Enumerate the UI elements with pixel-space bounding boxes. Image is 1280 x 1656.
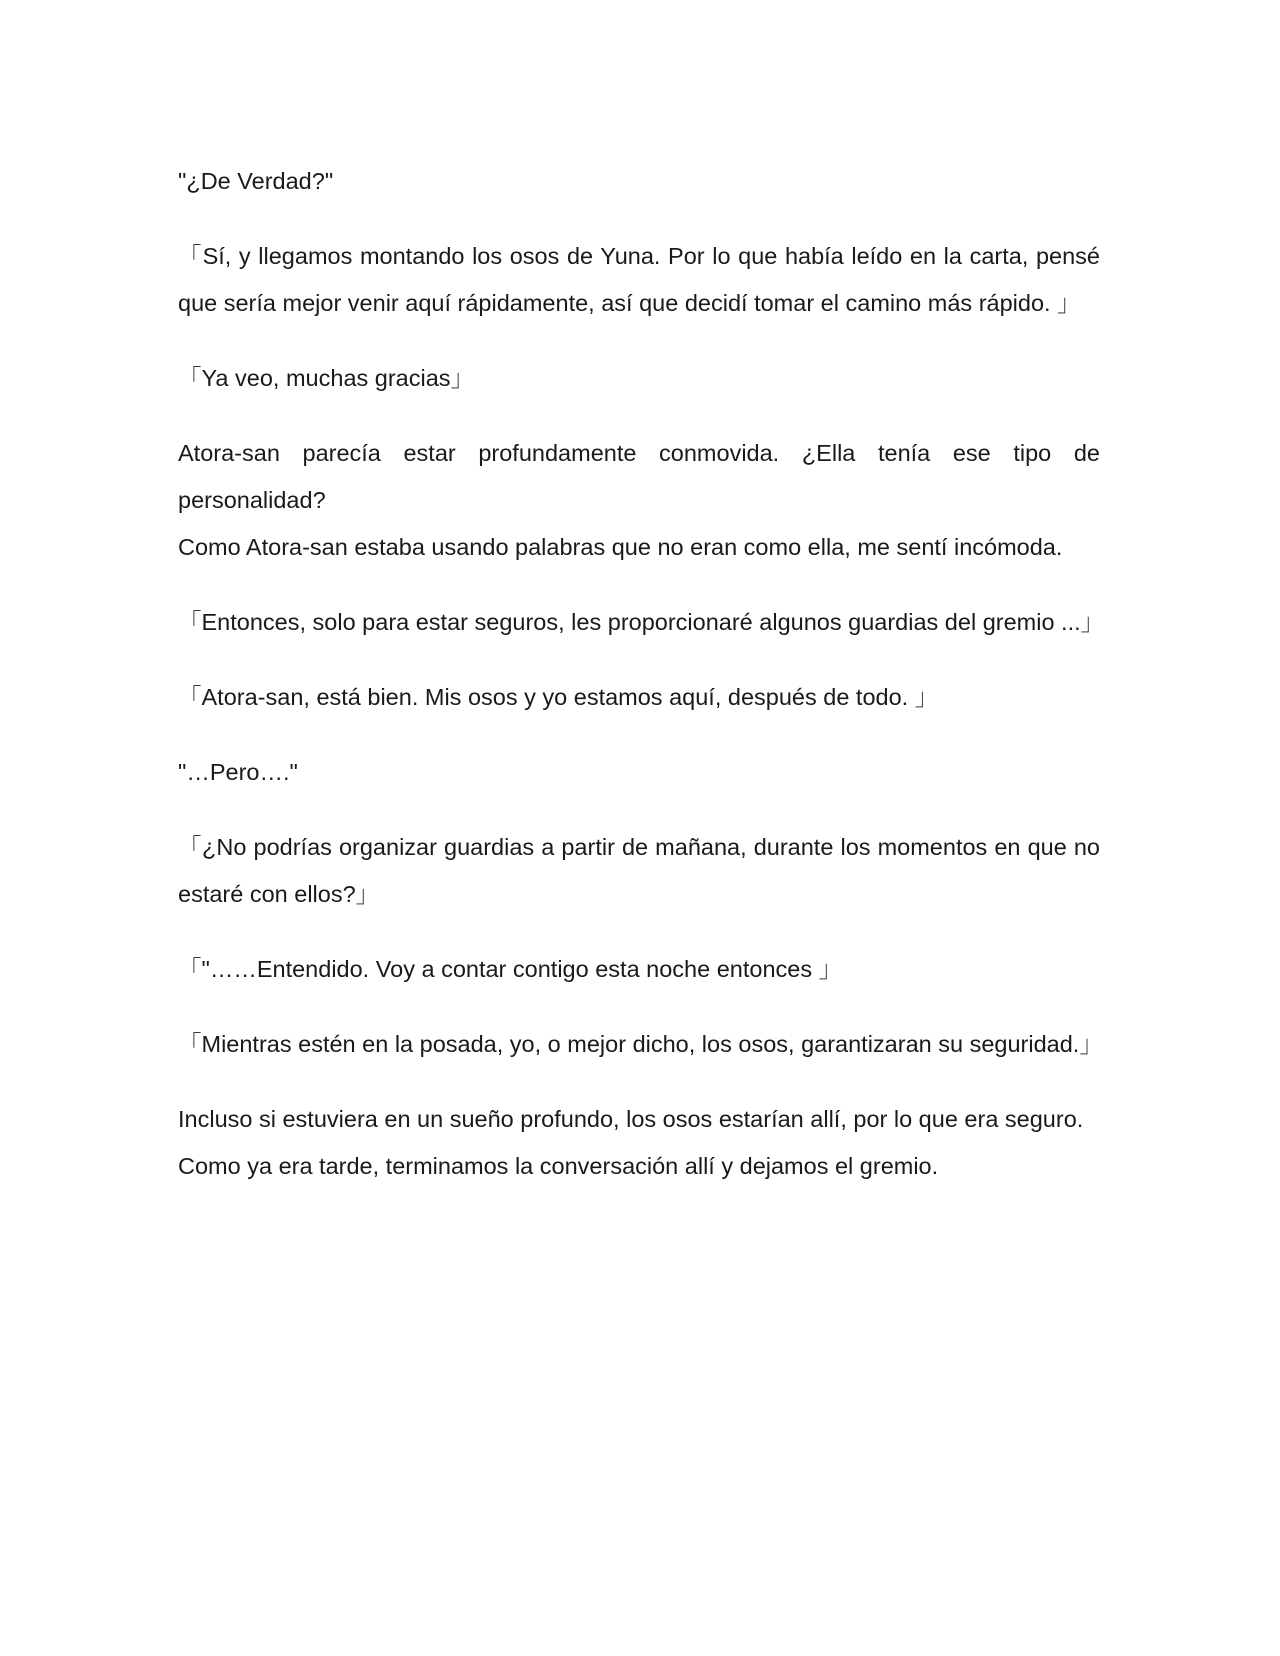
paragraph-3: 「Ya veo, muchas gracias」 (178, 365, 475, 391)
paragraph-6: 「Entonces, solo para estar seguros, les proporcionaré algunos guardias del gremio ...」 (178, 609, 1105, 635)
paragraph-12: Incluso si estuviera en un sueño profundo, los osos estarían allí, por lo que era seguro. (178, 1106, 1084, 1132)
paragraph-9: 「¿No podrías organizar guardias a partir de mañana, durante los momentos en que no estaré con ellos?」 (178, 834, 1100, 907)
paragraph-1: "¿De Verdad?" (178, 168, 334, 194)
paragraph-4: Atora-san parecía estar profundamente conmovida. ¿Ella tenía ese tipo de personalidad? (178, 440, 1100, 513)
document-page (178, 158, 1105, 1190)
paragraph-7: 「Atora-san, está bien. Mis osos y yo estamos aquí, después de todo. 」 (178, 684, 939, 710)
paragraph-10: 「"……Entendido. Voy a contar contigo esta noche entonces 」 (178, 956, 843, 982)
paragraph-11: 「Mientras estén en la posada, yo, o mejor dicho, los osos, garantizaran su seguridad.」 (178, 1031, 1103, 1057)
paragraph-2: 「Sí, y llegamos montando los osos de Yuna. Por lo que había leído en la carta, pensé que sería mejor venir aquí rápidamente, así que decidí tomar el camino más rápido. 」 (178, 243, 1100, 316)
paragraph-13: Como ya era tarde, terminamos la conversación allí y dejamos el gremio. (178, 1153, 939, 1179)
paragraph-5: Como Atora-san estaba usando palabras que no eran como ella, me sentí incómoda. (178, 534, 1063, 560)
paragraph-8: "…Pero…." (178, 759, 298, 785)
